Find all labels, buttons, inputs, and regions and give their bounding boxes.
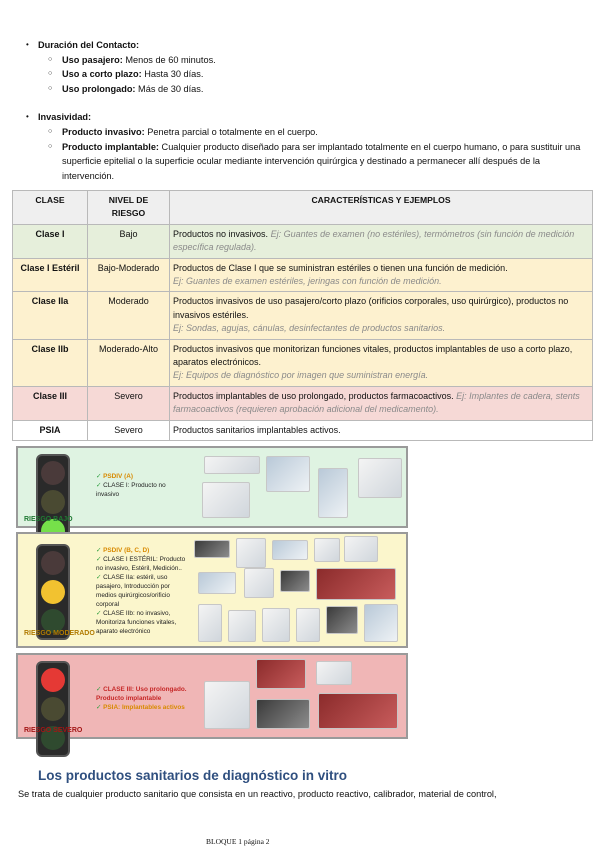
- item-text: Menos de 60 minutos.: [122, 54, 216, 65]
- needle-image: [272, 540, 308, 560]
- risk-panel-low: [16, 446, 408, 528]
- list-item: [48, 53, 594, 68]
- circle-bullet-icon: ○: [48, 142, 53, 150]
- check-icon: ✓: [96, 473, 104, 480]
- list-item: [48, 67, 594, 82]
- contact-lens-image: [198, 572, 236, 594]
- cell-riesgo: Bajo-Moderado: [88, 258, 170, 292]
- header-riesgo: NIVEL DE RIESGO: [88, 191, 170, 225]
- risk-notes: ✓ CLASE III: Uso prolongado. Producto implantable ✓ PSIA: Implantables activos: [96, 686, 187, 711]
- wheelchair-image: [228, 610, 256, 642]
- desc-text: Productos invasivos de uso pasajero/corto plazo (orificios corporales, uso quirúrgico), productos no invasivos estériles.: [173, 296, 569, 320]
- cell-clase: Clase IIb: [13, 339, 88, 386]
- example-text: Ej: Equipos de diagnóstico por imagen que suministran energía.: [173, 370, 429, 381]
- item-label: Producto invasivo:: [62, 126, 145, 137]
- bullet-icon: •: [26, 40, 29, 49]
- risk-label: RIESGO BAJO: [24, 516, 73, 523]
- table-row: [13, 292, 593, 339]
- table-header-row: [13, 191, 593, 225]
- item-label: Uso a corto plazo:: [62, 69, 142, 80]
- item-text: Cualquier producto diseñado para ser implantado totalmente en el cuerpo humano, o para sustituir una superficie epitelial o la superficie ocular mediante intervención quirúrgica y destinado a permanecer allí después de la intervención.: [62, 141, 581, 181]
- cell-clase: PSIA: [13, 420, 88, 440]
- cell-clase: Clase I: [13, 224, 88, 258]
- cell-clase: Clase I Estéril: [13, 258, 88, 292]
- lens-implant-image: [316, 661, 352, 685]
- blood-bags-image: [316, 568, 396, 600]
- table-row: [13, 224, 593, 258]
- item-text: Penetra parcial o totalmente en el cuerpo.: [144, 126, 318, 137]
- surgical-tools-image: [280, 570, 310, 592]
- cell-riesgo: Bajo: [88, 224, 170, 258]
- example-text: Ej: Guantes de examen (no estériles), termómetros (sin función de medición específica regulada).: [173, 228, 575, 253]
- section-paragraph: Se trata de cualquier producto sanitario que consista en un reactivo, producto reactivo, calibrador, material de control,: [18, 789, 497, 799]
- risk-panel-moderate: [16, 532, 408, 648]
- cell-riesgo: Severo: [88, 386, 170, 420]
- table-row: [13, 420, 593, 440]
- risk-notes: ✓ PSDIV (B, C, D) ✓ CLASE I ESTÉRIL: Producto no invasivo, Estéril, Medición.. ✓ CLASE IIa: estéril, uso pasajero, Introducción por medios quirúrgicos/orificio corporal ✓ CLASE IIb: no invasivo, Monitoriza funciones vitales, aparato electrónico: [96, 547, 186, 635]
- risk-panel-severe: [16, 653, 408, 739]
- desc-text: Productos implantables de uso prolongado, productos farmacoactivos.: [173, 390, 457, 401]
- check-icon: ✓: [96, 482, 104, 489]
- glasses-image: [194, 540, 230, 558]
- catheter-image: [344, 536, 378, 562]
- table-row: [13, 339, 593, 386]
- example-text: Ej: Guantes de examen estériles, jeringas con función de medición.: [173, 276, 442, 287]
- bullet-invasiveness: [26, 110, 594, 125]
- list-item: [48, 140, 594, 184]
- table-row: [13, 386, 593, 420]
- contact-heading: Duración del Contacto:: [38, 40, 140, 50]
- classification-table: [12, 190, 593, 441]
- hearing-aid-image: [244, 568, 274, 598]
- cell-clase: Clase III: [13, 386, 88, 420]
- cell-riesgo: Severo: [88, 420, 170, 440]
- crutches-image: [198, 604, 222, 642]
- cell-desc: [170, 258, 593, 292]
- item-label: Uso prolongado:: [62, 83, 136, 94]
- bandage-image: [202, 482, 250, 518]
- list-item: [48, 125, 594, 140]
- header-caracteristicas: CARACTERÍSTICAS Y EJEMPLOS: [170, 191, 593, 225]
- risk-label: RIESGO SEVERO: [24, 727, 83, 734]
- invasiveness-heading: Invasividad:: [38, 112, 92, 123]
- desc-text: Productos invasivos que monitorizan funciones vitales, productos implantables de uso a corto plazo, aparatos electrónicos.: [173, 343, 573, 368]
- monitor-image: [326, 606, 358, 634]
- traffic-light-icon: [36, 544, 70, 640]
- cell-desc: [170, 339, 593, 386]
- cell-desc: [170, 292, 593, 339]
- cell-riesgo: Moderado: [88, 292, 170, 339]
- heart-image: [256, 659, 306, 689]
- example-text: Ej: Sondas, agujas, cánulas, desinfectantes de productos sanitarios.: [173, 323, 446, 334]
- pacemaker-image: [256, 699, 310, 729]
- page-footer: BLOQUE 1 página 2: [206, 837, 270, 846]
- bullet-icon: •: [26, 112, 29, 122]
- cell-desc: [170, 224, 593, 258]
- bullet-contact: [26, 38, 594, 53]
- vials-image: [358, 458, 402, 498]
- cell-riesgo: Moderado-Alto: [88, 339, 170, 386]
- hip-implant-image: [204, 681, 250, 729]
- cell-desc: [170, 420, 593, 440]
- walker-image: [262, 608, 290, 642]
- item-text: Hasta 30 días.: [141, 69, 204, 80]
- cell-clase: Clase IIa: [13, 292, 88, 339]
- iv-stand-image: [296, 608, 320, 642]
- plaster-image: [314, 538, 340, 562]
- item-label: Uso pasajero:: [62, 54, 123, 65]
- risk-label: RIESGO MODERADO: [24, 630, 95, 637]
- desc-text: Productos no invasivos.: [173, 228, 271, 239]
- example-text: Ej: Implantes de cadera, stents farmacoactivos (requieren aprobación adicional del medicamento).: [173, 390, 580, 415]
- syringe-image: [266, 456, 310, 492]
- desc-text: Productos sanitarios implantables activos.: [173, 424, 341, 435]
- header-clase: CLASE: [13, 191, 88, 225]
- table-row: [13, 258, 593, 292]
- surgeon-image: [364, 604, 398, 642]
- item-label: Producto implantable:: [62, 141, 159, 152]
- stents-image: [318, 693, 398, 729]
- stethoscope-image: [236, 538, 266, 568]
- circle-bullet-icon: ○: [48, 127, 53, 135]
- circle-bullet-icon: ○: [48, 70, 53, 78]
- list-item: [48, 82, 594, 97]
- cell-desc: [170, 386, 593, 420]
- desc-text: Productos de Clase I que se suministran estériles o tienen una función de medición.: [173, 262, 508, 273]
- risk-notes: ✓ PSDIV (A) ✓ CLASE I: Producto no invasivo: [96, 473, 166, 498]
- thermometer-image: [204, 456, 260, 474]
- bullet-list: [26, 38, 594, 183]
- traffic-light-icon: [36, 661, 70, 757]
- section-title: Los productos sanitarios de diagnóstico in vitro: [38, 768, 348, 783]
- sample-tubes-image: [318, 468, 348, 518]
- circle-bullet-icon: ○: [48, 84, 53, 92]
- circle-bullet-icon: ○: [48, 55, 53, 63]
- item-text: Más de 30 días.: [135, 83, 204, 94]
